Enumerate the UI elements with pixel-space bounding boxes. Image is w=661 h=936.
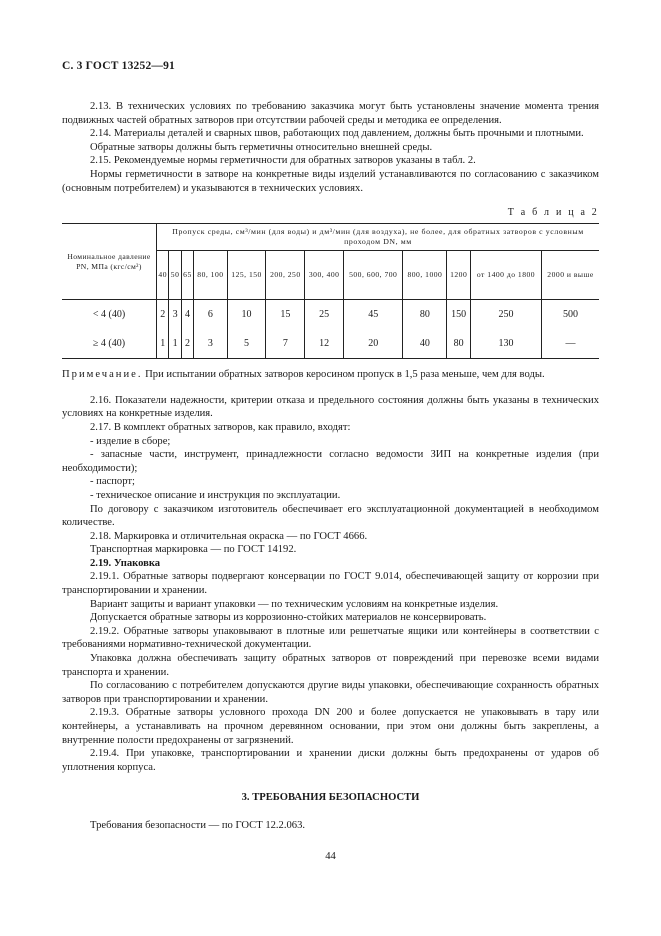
column-header: 2000 и выше	[542, 251, 599, 300]
group-header: Пропуск среды, см³/мин (для воды) и дм³/мин (для воздуха), не более, для обратных затворов с условным проходом DN, мм	[157, 224, 600, 251]
page-header: С. 3 ГОСТ 13252—91	[62, 60, 175, 72]
table-note	[62, 368, 599, 382]
page-number: 44	[325, 851, 336, 862]
table-row	[62, 329, 599, 359]
section-2-19-title: 2.19. Упаковка	[90, 557, 161, 569]
table-cell: 40	[403, 329, 447, 359]
table-cell: 7	[266, 329, 305, 359]
column-header: 1200	[447, 251, 471, 300]
table-cell: 12	[305, 329, 344, 359]
table-cell: 15	[266, 300, 305, 330]
column-header: от 1400 до 1800	[470, 251, 541, 300]
table-cell: 6	[194, 300, 227, 330]
column-header: 80, 100	[194, 251, 227, 300]
table-cell: 500	[563, 309, 579, 321]
column-header: 50	[169, 251, 181, 300]
table-cell: 1	[169, 329, 181, 359]
paragraph-2-17: 2.17. В комплект обратных затворов, как правило, входят:	[90, 421, 351, 433]
paragraph-documentation: По договору с заказчиком изготовитель обеспечивает его эксплуатационной документацией в необходимом количестве.	[62, 503, 599, 529]
table-caption: Т а б л и ц а 2	[507, 207, 599, 219]
table-cell: 250	[470, 300, 541, 330]
table-cell: 2	[181, 329, 193, 359]
paragraph-hermetic: Обратные затворы должны быть герметичны относительно внешней среды.	[90, 141, 433, 153]
table-cell: 3	[194, 329, 227, 359]
column-header: 300, 400	[305, 251, 344, 300]
table-cell: 2	[157, 300, 169, 330]
list-item: - изделие в сборе;	[90, 435, 171, 447]
column-header: 800, 1000	[403, 251, 447, 300]
paragraph-norms: Нормы герметичности в затворе на конкретные виды изделий устанавливаются по согласованию с заказчиком (основным потребителем) и указываются в технических условиях.	[62, 168, 599, 194]
paragraph-safety: Требования безопасности — по ГОСТ 12.2.063.	[90, 820, 306, 832]
leakage-table	[62, 223, 599, 359]
table-row	[62, 300, 599, 330]
paragraph-protection-variant: Вариант защиты и вариант упаковки — по техническим условиям на конкретные изделия.	[90, 598, 499, 610]
paragraph-2-19-3: 2.19.3. Обратные затворы условного прохода DN 200 и более допускается не упаковывать в тару или контейнеры, а устанавливать на прочном деревянном основании, при этом они должны быть закреплены, а внутренние полости предохранены от загрязнений.	[62, 707, 599, 746]
paragraph-2-15: 2.15. Рекомендуемые нормы герметичности для обратных затворов указаны в табл. 2.	[90, 155, 476, 167]
note-text: При испытании обратных затворов керосином пропуск в 1,5 раза меньше, чем для воды.	[142, 369, 545, 381]
table-cell: 25	[305, 300, 344, 330]
table-cell: 10	[227, 300, 266, 330]
paragraph-2-18: 2.18. Маркировка и отличительная окраска — по ГОСТ 4666.	[90, 530, 368, 542]
paragraph-2-19-1: 2.19.1. Обратные затворы подвергают консервации по ГОСТ 9.014, обеспечивающей защиту от коррозии при транспортировании и хранении.	[62, 571, 599, 597]
table-cell: 45	[344, 300, 403, 330]
pn-cell: ≥ 4 (40)	[62, 329, 157, 359]
pn-header: Номинальное давление PN, МПа (кгс/см²)	[62, 224, 157, 300]
list-item: - запасные части, инструмент, принадлежности согласно ведомости ЗИП на конкретные изделия (при необходимости);	[62, 449, 599, 474]
column-header: 40	[157, 251, 169, 300]
paragraph-2-19-4: 2.19.4. При упаковке, транспортировании и хранении диски должны быть предохранены от ударов об уплотнения корпуса.	[62, 748, 599, 773]
column-header: 500, 600, 700	[344, 251, 403, 300]
paragraph-2-14: 2.14. Материалы деталей и сварных швов, работающих под давлением, должны быть прочными и плотными.	[90, 128, 584, 140]
table-cell: —	[542, 329, 599, 359]
document-page	[62, 60, 599, 833]
paragraph-2-13: 2.13. В технических условиях по требованию заказчика могут быть установлены значение момента трения подвижных частей обратных затворов при отсутствии рабочей среды и методика ее определения.	[62, 101, 599, 126]
column-header: 125, 150	[227, 251, 266, 300]
note-label: Примечание.	[62, 369, 143, 381]
paragraph-2-19-2: 2.19.2. Обратные затворы упаковывают в плотные или решетчатые ящики или контейнеры в соответствии с требованиями нормативно-технической документации.	[62, 625, 599, 651]
section-3-title: 3. ТРЕБОВАНИЯ БЕЗОПАСНОСТИ	[241, 792, 420, 804]
table-cell: 80	[447, 329, 471, 359]
table-cell: 20	[344, 329, 403, 359]
table-cell: 150	[447, 300, 471, 330]
list-item: - паспорт;	[90, 476, 135, 488]
paragraph-2-16: 2.16. Показатели надежности, критерии отказа и предельного состояния должны быть указаны в технических условиях на конкретные изделия.	[62, 394, 599, 420]
list-item: - техническое описание и инструкция по эксплуатации.	[90, 489, 341, 501]
table-cell: 1	[157, 329, 169, 359]
column-header: 65	[181, 251, 193, 300]
paragraph-packaging-protection: Упаковка должна обеспечивать защиту обратных затворов от повреждений при перевозке всеми видами транспорта и хранении.	[62, 653, 599, 678]
paragraph-no-conservation: Допускается обратные затворы из коррозионно-стойких материалов не консервировать.	[90, 612, 487, 624]
table-cell: 5	[227, 329, 266, 359]
pn-cell: < 4 (40)	[62, 300, 157, 330]
column-header: 200, 250	[266, 251, 305, 300]
table-cell: 80	[403, 300, 447, 330]
table-cell: 130	[470, 329, 541, 359]
table-cell: 4	[181, 300, 193, 330]
paragraph-transport-marking: Транспортная маркировка — по ГОСТ 14192.	[90, 544, 297, 556]
table-cell: 3	[169, 300, 181, 330]
paragraph-other-packaging: По согласованию с потребителем допускаются другие виды упаковки, обеспечивающие сохранность обратных затворов при транспортировании и хранении.	[62, 680, 599, 705]
